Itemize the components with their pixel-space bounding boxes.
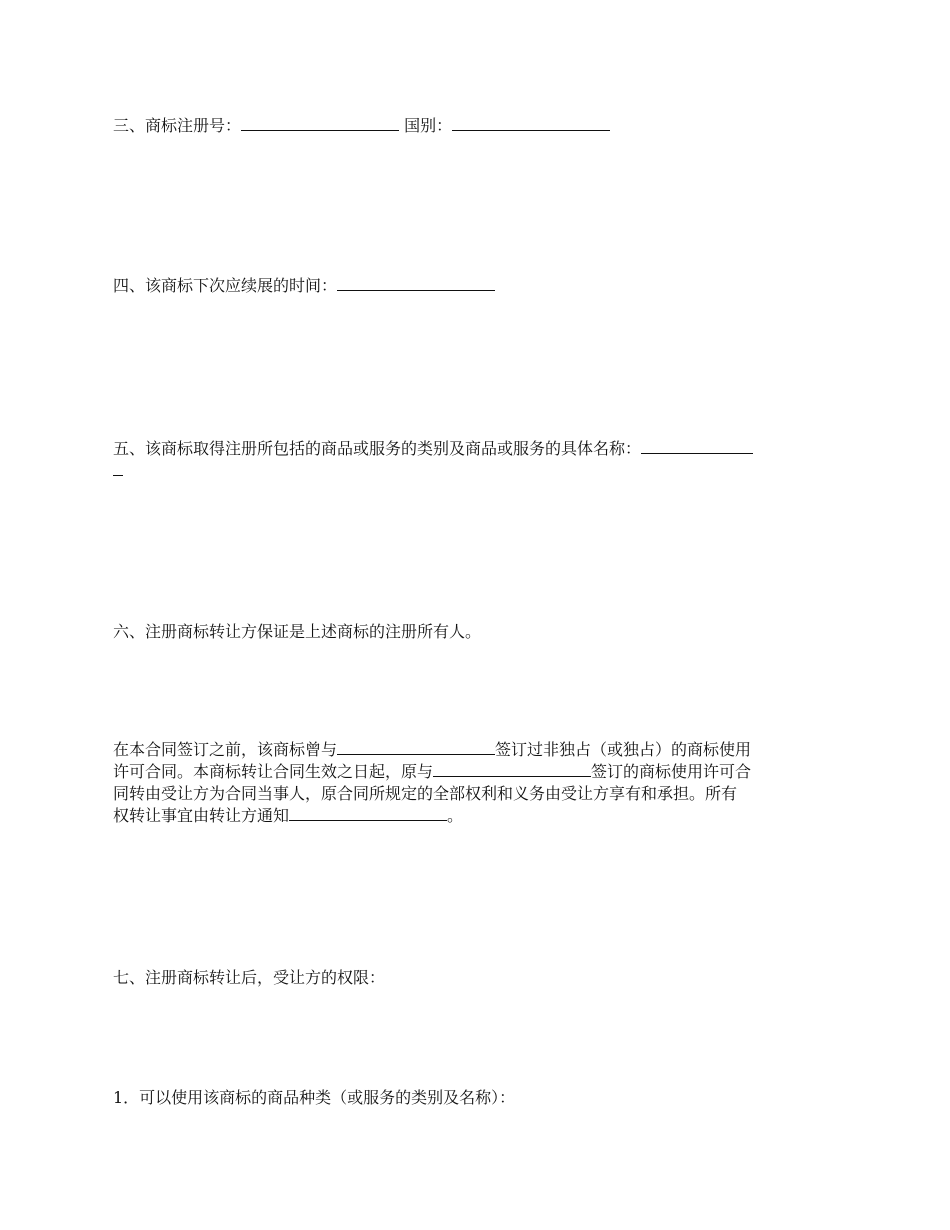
- license-line-2-b: 签订的商标使用许可合: [591, 762, 752, 781]
- section-7-text: 七、注册商标转让后，受让方的权限：: [113, 968, 386, 987]
- goods-services-blank: [641, 439, 753, 454]
- license-line-4-b: 。: [447, 806, 464, 825]
- license-line-1-a: 在本合同签订之前，该商标曾与: [113, 740, 338, 759]
- section-5-line: [113, 439, 753, 459]
- section-3-prefix: 三、商标注册号：: [113, 116, 242, 135]
- section-5-continuation: [113, 461, 123, 481]
- license-line-2-a: 许可合同。本商标转让合同生效之日起，原与: [113, 762, 434, 781]
- license-line-3-text: 同转由受让方为合同当事人，原合同所规定的全部权利和义务由受让方享有和承担。所有: [113, 784, 738, 803]
- license-line-2: [113, 762, 751, 782]
- section-6-line: [113, 622, 481, 642]
- item-1-text: 1．可以使用该商标的商品种类（或服务的类别及名称）：: [113, 1088, 516, 1107]
- section-3-country-label: 国别：: [399, 116, 453, 135]
- license-line-3: [113, 784, 737, 804]
- original-contract-party-blank: [433, 762, 591, 777]
- section-6-text: 六、注册商标转让方保证是上述商标的注册所有人。: [113, 622, 482, 641]
- section-3-line: [113, 116, 610, 136]
- license-line-1: [113, 740, 751, 760]
- section-4-line: [113, 276, 495, 296]
- notify-party-blank: [289, 806, 447, 821]
- license-line-4-a: 权转让事宜由转让方通知: [113, 806, 290, 825]
- section-4-prefix: 四、该商标下次应续展的时间：: [113, 276, 338, 295]
- goods-services-blank-continuation: [113, 461, 123, 476]
- renewal-time-blank: [337, 276, 495, 291]
- country-blank: [452, 116, 610, 131]
- item-1-line: [113, 1088, 515, 1108]
- section-5-prefix: 五、该商标取得注册所包括的商品或服务的类别及商品或服务的具体名称：: [113, 439, 642, 458]
- license-line-4: [113, 806, 463, 826]
- registration-number-blank: [241, 116, 399, 131]
- section-7-line: [113, 968, 385, 988]
- license-line-1-b: 签订过非独占（或独占）的商标使用: [495, 740, 752, 759]
- prior-licensee-blank: [337, 740, 495, 755]
